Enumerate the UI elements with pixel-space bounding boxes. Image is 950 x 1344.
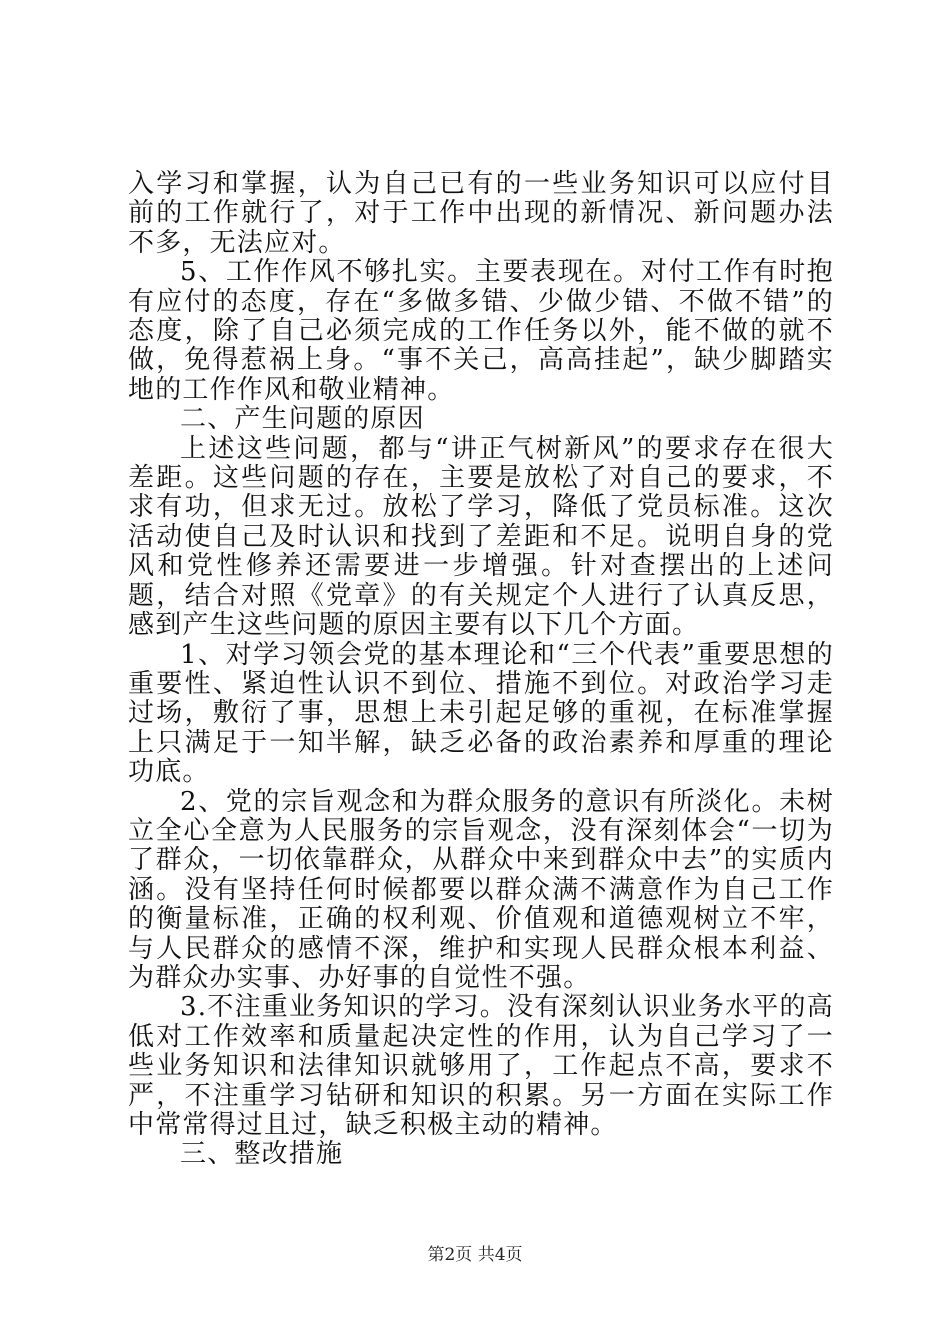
paragraph-causes-intro: 上述这些问题，都与“讲正气树新风”的要求存在很大差距。这些问题的存在，主要是放松了对自己的要求，不求有功，但求无过。放松了学习，降低了党员标准。这次活动使自己及时认识和找到了差距和不足。说明自身的党风和党性修养还需要进一步增强。针对查摆出的上述问题，结合对照《党章》的有关规定个人进行了认真反思，感到产生这些问题的原因主要有以下几个方面。: [128, 433, 834, 641]
paragraph-cause-3: 3.不注重业务知识的学习。没有深刻认识业务水平的高低对工作效率和质量起决定性的作用，认为自己学习了一些业务知识和法律知识就够用了，工作起点不高，要求不严，不注重学习钻研和知识的积累。另一方面在实际工作中常常得过且过，缺乏积极主动的精神。: [128, 992, 834, 1140]
section-heading-causes: 二、产生问题的原因: [180, 404, 425, 435]
page-number: 第2页 共4页: [427, 1245, 523, 1265]
section-heading-measures: 三、整改措施: [180, 1139, 344, 1170]
paragraph-work-style: 5、工作作风不够扎实。主要表现在。对付工作有时抱有应付的态度，存在“多做多错、少做少错、不做不错”的态度，除了自己必须完成的工作任务以外，能不做的就不做，免得惹祸上身。“事不关己，高高挂起”，缺少脚踏实地的工作作风和敬业精神。: [128, 257, 834, 405]
document-body: [128, 170, 834, 1170]
paragraph-cause-2: 2、党的宗旨观念和为群众服务的意识有所淡化。未树立全心全意为人民服务的宗旨观念，没有深刻体会“一切为了群众，一切依靠群众，从群众中来到群众中去”的实质内涵。没有坚持任何时候都要以群众满不满意作为自己工作的衡量标准，正确的权利观、价值观和道德观树立不牢，与人民群众的感情不深，维护和实现人民群众根本利益、为群众办实事、办好事的自觉性不强。: [128, 786, 834, 993]
paragraph-cause-1: 1、对学习领会党的基本理论和“三个代表”重要思想的重要性、紧迫性认识不到位、措施不到位。对政治学习走过场，敷衍了事，思想上未引起足够的重视，在标准掌握上只满足于一知半解，缺乏必备的政治素养和厚重的理论功底。: [128, 639, 834, 788]
paragraph-continued: 入学习和掌握，认为自己已有的一些业务知识可以应付目前的工作就行了，对于工作中出现的新情况、新问题办法不多，无法应对。: [128, 169, 834, 258]
